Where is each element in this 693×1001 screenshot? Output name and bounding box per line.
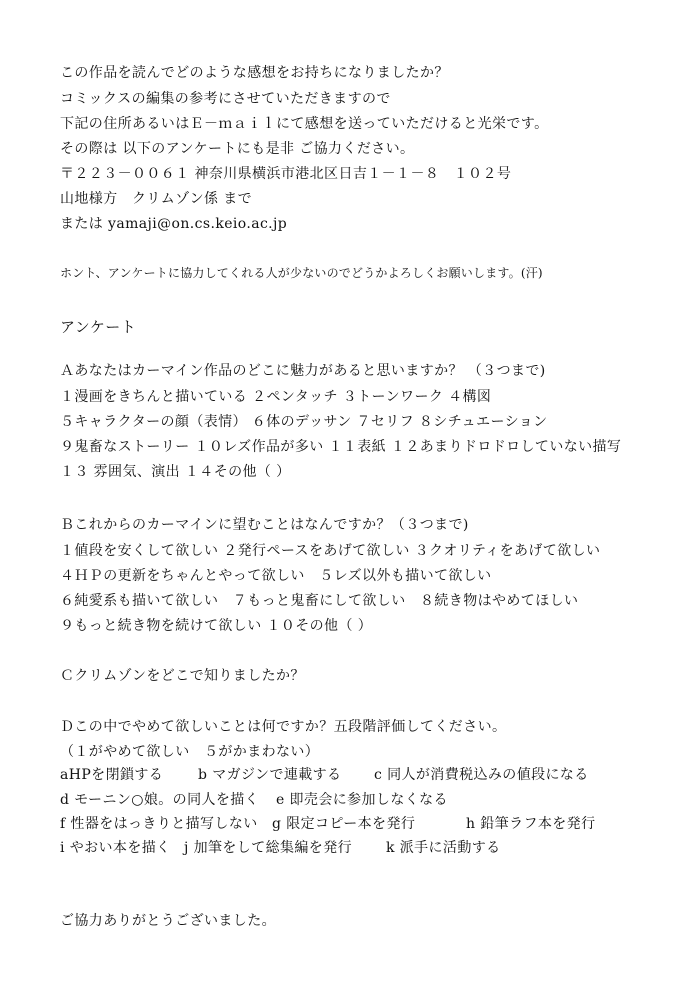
section-d-row-1 (60, 766, 589, 784)
section-d-item-i: i やおい本を描く (60, 840, 171, 856)
section-d-item-b: b マガジンで連載する (198, 767, 342, 783)
section-b-options-1: １値段を安くして欲しい ２発行ペースをあげて欲しい ３クオリティをあげて欲しい (60, 543, 601, 559)
section-d-item-c: c 同人が消費税込みの値段になる (374, 767, 589, 783)
section-d-row-3 (60, 815, 595, 833)
section-d-item-d: d モーニン○娘。の同人を描く (60, 792, 260, 808)
section-a-options-3: ９鬼畜なストーリー １０レズ作品が多い １１表紙 １２あまりドロドロしていない描写 (60, 439, 622, 455)
section-d-item-g: g 限定コピー本を発行 (272, 816, 416, 832)
section-d-scale: （１がやめて欲しい ５がかまわない） (60, 744, 320, 760)
intro-line-1: この作品を読んでどのような感想をお持ちになりましたか？ (60, 65, 449, 81)
section-d-item-e: e 即売会に参加しなくなる (276, 792, 448, 808)
survey-note: ホント、アンケートに協力してくれる人が少ないのでどうかよろしくお願いします。(汗) (60, 266, 543, 280)
section-d-item-h: h 鉛筆ラフ本を発行 (466, 816, 596, 832)
email-address: または yamaji@on.cs.keio.ac.jp (60, 216, 288, 232)
section-d-row-2 (60, 791, 448, 809)
closing-thanks: ご協力ありがとうございました。 (60, 913, 276, 929)
section-d-question: Ｄこの中でやめて欲しいことは何ですか？五段階評価してください。 (60, 719, 507, 735)
section-d-item-k: k 派手に活動する (386, 840, 501, 856)
section-a-options-2: ５キャラクターの顔（表情） ６体のデッサン ７セリフ ８シチュエーション (60, 414, 548, 430)
section-a-question: Ａあなたはカーマイン作品のどこに魅力があると思いますか？ （３つまで) (60, 363, 546, 379)
section-b-options-2: ４ＨＰの更新をちゃんとやって欲しい ５レズ以外も描いて欲しい (60, 568, 492, 584)
section-d-item-f: f 性器をはっきりと描写しない (60, 816, 258, 832)
section-b-options-3: ６純愛系も描いて欲しい ７もっと鬼畜にして欲しい ８続き物はやめてほしい (60, 593, 579, 609)
section-d-item-j: j 加筆をして総集編を発行 (184, 840, 352, 856)
intro-line-2: コミックスの編集の参考にさせていただきますので (60, 91, 391, 107)
section-a-options-1: １漫画をきちんと描いている ２ペンタッチ ３トーンワーク ４構図 (60, 389, 492, 405)
section-c-question: Ｃクリムゾンをどこで知りましたか？ (60, 668, 305, 684)
postal-address: 〒２２３－００６１ 神奈川県横浜市港北区日吉１－１－８ １０２号 (60, 166, 512, 182)
section-b-question: Ｂこれからのカーマインに望むことはなんですか？（３つまで) (60, 517, 469, 533)
section-b-options-4: ９もっと続き物を続けて欲しい １０その他（ ） (60, 618, 373, 634)
section-d-row-4 (60, 839, 501, 857)
address-recipient: 山地様方 クリムゾン係 まで (60, 191, 253, 207)
intro-line-4: その際は 以下のアンケートにも是非 ご協力ください。 (60, 141, 415, 157)
survey-title: アンケート (60, 318, 137, 336)
section-d-item-a: aHPを閉鎖する (60, 767, 164, 783)
intro-line-3: 下記の住所あるいはＥ－ｍａｉｌにて感想を送っていただけると光栄です。 (60, 116, 549, 132)
section-a-options-4: １３ 雰囲気、演出 １４その他（ ） (60, 464, 291, 480)
